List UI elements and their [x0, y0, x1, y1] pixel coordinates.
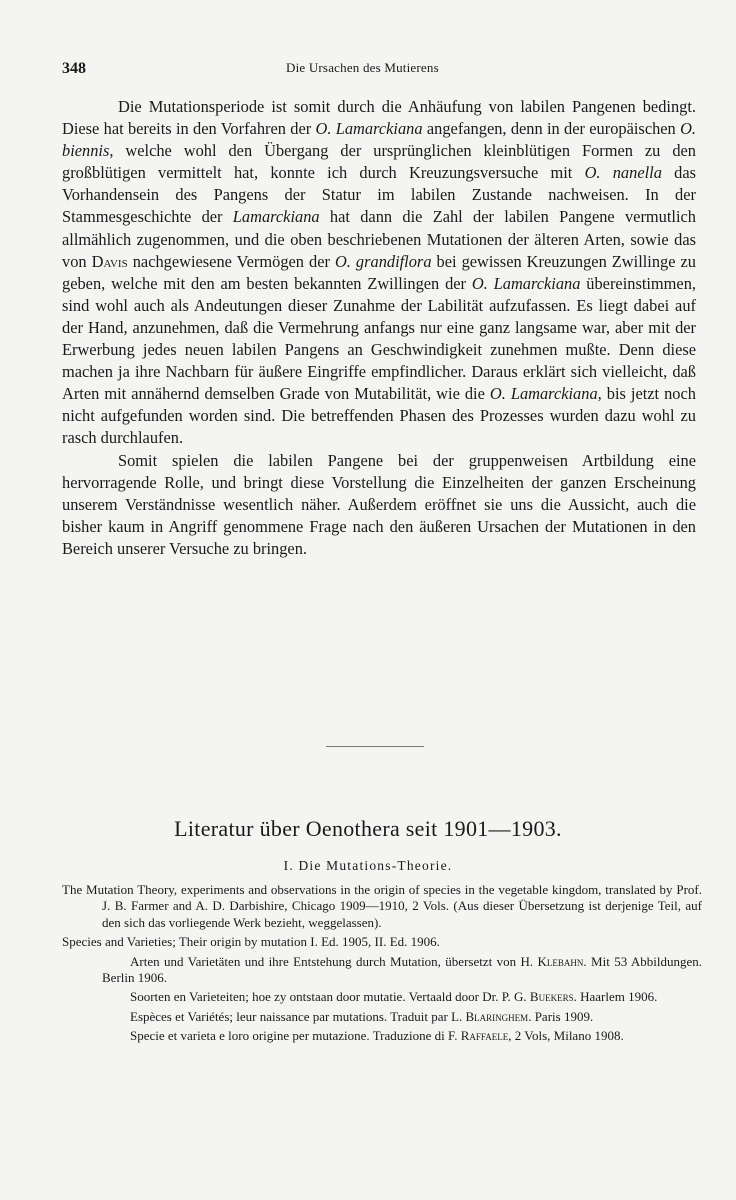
text-run: nachgewiesene Vermögen der — [127, 251, 335, 271]
text-run: Espèces et Variétés; leur naissance par mutations. Traduit par L. — [130, 1008, 466, 1024]
text-run: bei gewissen Kreuzungen Zwillinge zu geben, welche mit den am besten bekannten Zwillingen der — [62, 251, 697, 293]
text-run: Somit spielen die labilen Pangene bei der gruppenweisen Artbildung eine hervorragende Rolle, und bringt diese Vorstellung die Einzelheiten der ganzen Erscheinung unserem Verständnisse wesentlich näher. Außerdem eröffnet sie uns die Aussicht, auch die bisher kaum in Angriff genommene Frage nach den äußeren Ursachen der Mutationen in den Bereich unserer Versuche zu bringen. — [62, 450, 696, 558]
reference-entry — [62, 989, 702, 1005]
italic-text: O. grandiflora — [334, 251, 432, 271]
text-run: Species and Varieties; Their origin by mutation I. Ed. 1905, II. Ed. 1906. — [62, 934, 440, 950]
text-run: hat dann die Zahl der labilen Pangene vermutlich allmählich zugenommen, und die oben beschriebenen Mutationen der älteren Arten, sowie das von — [62, 207, 696, 271]
literature-subheading: I. Die Mutations-Theorie. — [283, 858, 453, 873]
running-title: Die Ursachen des Mutierens — [286, 60, 439, 75]
text-run: Die Mutationsperiode ist somit durch die Anhäufung von labilen Pangenen bedingt. Diese hat bereits in den Vorfahren der — [62, 97, 696, 139]
page-number: 348 — [62, 60, 86, 77]
section-divider — [326, 746, 424, 747]
paragraph — [62, 450, 696, 560]
text-run: Soorten en Varieteiten; hoe zy ontstaan door mutatie. Vertaald door Dr. P. G. — [130, 989, 530, 1005]
reference-list — [62, 882, 702, 1048]
small-caps-name: Klebahn — [537, 953, 584, 969]
page-header — [62, 58, 696, 82]
small-caps-name: Davis — [91, 251, 128, 271]
reference-entry — [62, 954, 702, 987]
text-run: . Paris 1909. — [528, 1008, 594, 1024]
text-run: , bis jetzt noch nicht aufgefunden worden sind. Die betreffenden Phasen des Prozesses wurden dazu wohl zu rasch durchlaufen. — [62, 384, 696, 448]
text-run: Specie et varieta e loro origine per mutazione. Traduzione di F. — [130, 1028, 461, 1044]
text-run: übereinstimmen, sind wohl auch als Andeutungen dieser Zunahme der Labilität aufzufassen. Es liegt dabei auf der Hand, anzunehmen, daß die Vermehrung anfangs nur eine ganz langsame war, aber mit der Erwerbung jedes neuen labilen Pangens an Geschwindigkeit zunehmen mußte. Denn diese machen ja ihre Nachbarn für äußere Eingriffe empfindlicher. Daraus erklärt sich vielleicht, daß Arten mit annähernd demselben Grade von Mutabilität, wie die — [62, 273, 696, 404]
italic-text: O. Lamarckiana — [489, 384, 598, 404]
literature-heading: Literatur über Oenothera seit 1901—1903. — [174, 816, 562, 841]
small-caps-name: Buekers — [529, 989, 574, 1005]
text-run: The Mutation Theory, experiments and observations in the origin of species in the vegetable kingdom, translated by Prof. J. B. Farmer and A. D. Darbishire, Chicago 1909—1910, 2 Vols. (Aus dieser Übersetzung ist derjenige Teil, auf den sich das vorliegende Werk bezieht, weggelassen). — [62, 882, 702, 930]
text-run: Arten und Varietäten und ihre Entstehung durch Mutation, übersetzt von H. — [130, 953, 538, 969]
paragraph — [62, 96, 696, 450]
reference-entry — [62, 934, 702, 950]
italic-text: O. Lamarckiana — [471, 273, 581, 293]
text-run: . Haarlem 1906. — [573, 989, 658, 1005]
reference-entry — [62, 1028, 702, 1044]
text-run: das Vorhandensein des Pangens der Statur im labilen Zustande nachweisen. In der Stammesgeschichte der — [62, 163, 696, 227]
text-run: , 2 Vols, Milano 1908. — [508, 1028, 624, 1044]
italic-text: O. biennis — [62, 119, 697, 161]
text-run: . Mit 53 Abbildungen. Berlin 1906. — [102, 953, 702, 986]
reference-entry — [62, 1009, 702, 1025]
italic-text: Lamarckiana — [232, 207, 320, 227]
text-run: , welche wohl den Übergang der ursprünglichen kleinblütigen Formen zu den großblütigen vermittelt hat, konnte ich durch Kreuzungsversuche mit — [62, 141, 696, 183]
reference-entry — [62, 882, 702, 931]
text-run: angefangen, denn in der europäischen — [422, 119, 681, 139]
small-caps-name: Raffaele — [460, 1028, 509, 1044]
italic-text: O. Lamarckiana — [315, 119, 423, 139]
italic-text: O. nanella — [584, 163, 662, 183]
body-text — [62, 96, 696, 560]
small-caps-name: Blaringhem — [465, 1008, 529, 1024]
